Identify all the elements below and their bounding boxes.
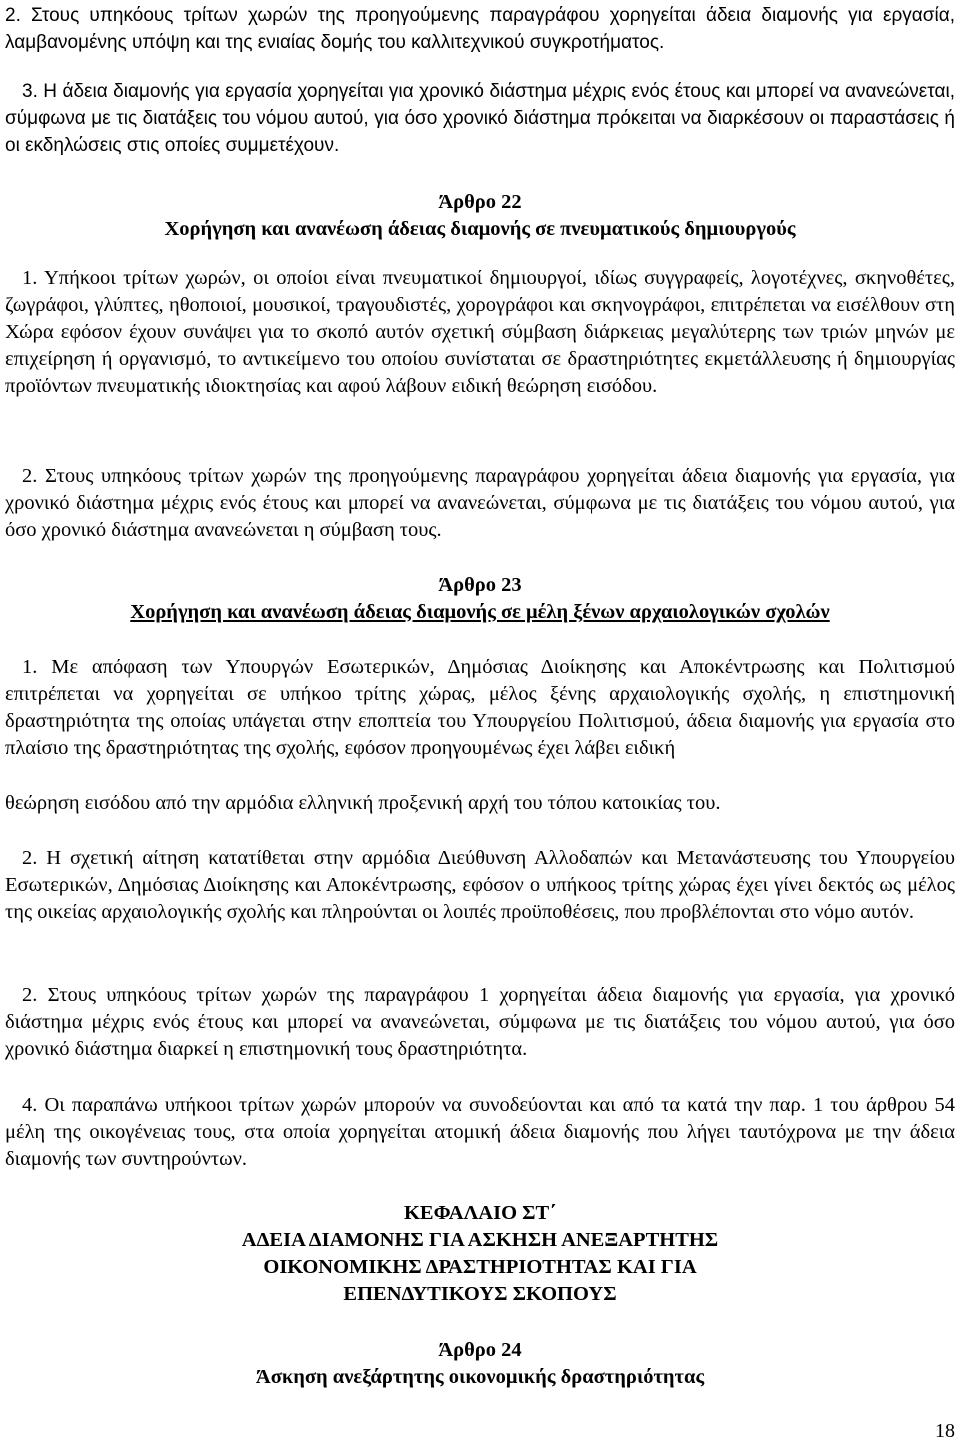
chapter-title-line-1: ΑΔΕΙΑ ΔΙΑΜΟΝΗΣ ΓΙΑ ΑΣΚΗΣΗ ΑΝΕΞΑΡΤΗΤΗΣ [241, 1229, 719, 1251]
article-24-title: Άσκηση ανεξάρτητης οικονομικής δραστηριότητας [255, 1366, 705, 1388]
article-23-title: Χορήγηση και ανανέωση άδειας διαμονής σε μέλη ξένων αρχαιολογικών σχολών [130, 601, 830, 623]
article-23-number: Άρθρο 23 [438, 574, 522, 596]
chapter-title-line-2: ΟΙΚΟΝΟΜΙΚΗΣ ΔΡΑΣΤΗΡΙΟΤΗΤΑΣ ΚΑΙ ΓΙΑ [263, 1256, 697, 1278]
paragraph-top-3: 3. Η άδεια διαμονής για εργασία χορηγείται για χρονικό διάστημα μέχρις ενός έτους και μπορεί να ανανεώνεται, σύμφωνα με τις διατάξεις του νόμου αυτού, για όσο χρονικό διάστημα πρόκειται να διαρκέσουν οι παραστάσεις ή οι εκδηλώσεις στις οποίες συμμετέχουν. [5, 81, 955, 156]
article-23-paragraph-2: 2. Η σχετική αίτηση κατατίθεται στην αρμόδια Διεύθυνση Αλλοδαπών και Μετανάστευσης του Υπουργείου Εσωτερικών, Δημόσιας Διοίκησης και Αποκέντρωσης, εφόσον ο υπήκοος τρίτης χώρας έχει γίνει δεκτός ως μέλος της οικείας αρχαιολογικής σχολής και πληρούνται οι λοιπές προϋποθέσεις, που προβλέπονται στο νόμο αυτόν. [5, 847, 955, 923]
article-22-number: Άρθρο 22 [438, 191, 522, 213]
chapter-title-line-3: ΕΠΕΝΔΥΤΙΚΟΥΣ ΣΚΟΠΟΥΣ [343, 1283, 617, 1305]
chapter-number: ΚΕΦΑΛΑΙΟ ΣΤ΄ [403, 1202, 557, 1224]
article-22-paragraph-2: 2. Στους υπηκόους τρίτων χωρών της προηγούμενης παραγράφου χορηγείται άδεια διαμονής για εργασία, για χρονικό διάστημα μέχρις ενός έτους και μπορεί να ανανεώνεται, σύμφωνα με τις διατάξεις του νόμου αυτού, για όσο χρονικό διάστημα ανανεώνεται η σύμβαση τους. [5, 465, 955, 541]
paragraph-top-2: 2. Στους υπηκόους τρίτων χωρών της προηγούμενης παραγράφου χορηγείται άδεια διαμονής για εργασία, λαμβανομένης υπόψη και της ενιαίας δομής του καλλιτεχνικού συγκροτήματος. [5, 5, 955, 53]
page-number: 18 [935, 1420, 955, 1442]
article-24-number: Άρθρο 24 [438, 1339, 522, 1361]
article-23-paragraph-1-continued: θεώρηση εισόδου από την αρμόδια ελληνική προξενική αρχή του τόπου κατοικίας του. [5, 792, 721, 814]
article-22-title: Χορήγηση και ανανέωση άδειας διαμονής σε πνευματικούς δημιουργούς [164, 218, 796, 240]
article-23-paragraph-4: 4. Οι παραπάνω υπήκοοι τρίτων χωρών μπορούν να συνοδεύονται και από τα κατά την παρ. 1 του άρθρου 54 μέλη της οικογένειας τους, στα οποία χορηγείται ατομική άδεια διαμονής που λήγει ταυτόχρονα με την άδεια διαμονής των συντηρούντων. [5, 1094, 955, 1170]
article-22-paragraph-1: 1. Υπήκοοι τρίτων χωρών, οι οποίοι είναι πνευματικοί δημιουργοί, ιδίως συγγραφείς, λογοτέχνες, σκηνοθέτες, ζωγράφοι, γλύπτες, ηθοποιοί, μουσικοί, τραγουδιστές, χορογράφοι και σκηνογράφοι, επιτρέπεται να εισέλθουν στη Χώρα εφόσον έχουν συνάψει για το σκοπό αυτόν σχετική σύμβαση διάρκειας μεγαλύτερης των τριών μηνών με επιχείρηση ή οργανισμό, το αντικείμενο του οποίου συνίσταται σε δραστηριότητες εκμετάλλευσης ή δημιουργίας προϊόντων πνευματικής ιδιοκτησίας και αφού λάβουν ειδική θεώρηση εισόδου. [5, 267, 955, 397]
article-23-paragraph-2b: 2. Στους υπηκόους τρίτων χωρών της παραγράφου 1 χορηγείται άδεια διαμονής για εργασία, για χρονικό διάστημα μέχρις ενός έτους και μπορεί να ανανεώνεται, σύμφωνα με τις διατάξεις του νόμου αυτού, για όσο χρονικό διάστημα διαρκεί η επιστημονική τους δραστηριότητα. [5, 984, 955, 1060]
article-23-paragraph-1: 1. Με απόφαση των Υπουργών Εσωτερικών, Δημόσιας Διοίκησης και Αποκέντρωσης και Πολιτισμού επιτρέπεται να χορηγείται σε υπήκοο τρίτης χώρας, μέλος ξένης αρχαιολογικής σχολής, η επιστημονική δραστηριότητα της οποίας υπάγεται στην εποπτεία του Υπουργείου Πολιτισμού, άδεια διαμονής για εργασία στο πλαίσιο της δραστηριότητας της σχολής, εφόσον προηγουμένως έχει λάβει ειδική [5, 656, 955, 759]
